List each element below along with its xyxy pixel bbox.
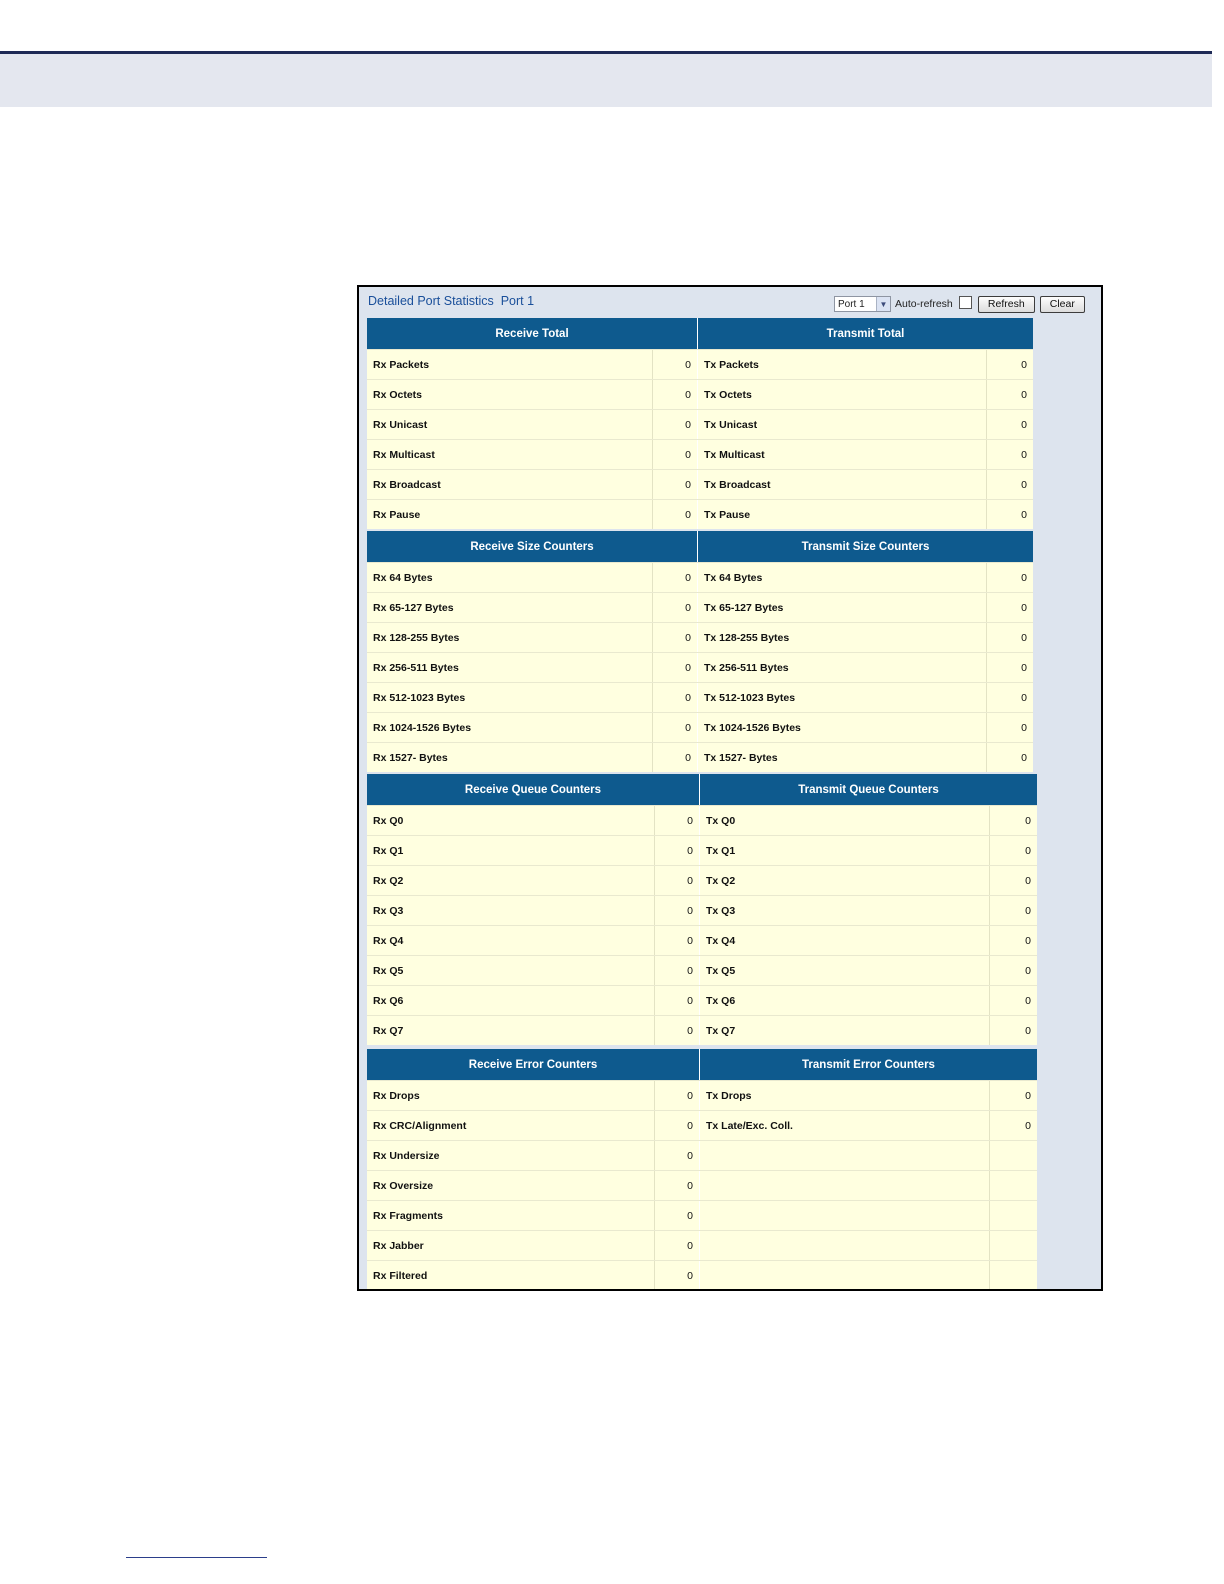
rx-counter-value: 0 [654,1171,699,1200]
rx-counter-label: Rx Q6 [367,986,654,1015]
panel-title: Detailed Port Statistics Port 1 [368,294,535,308]
tx-counter-value [989,1141,1037,1170]
table-row [367,1170,1037,1200]
table-row [367,622,1033,652]
tx-counter-value: 0 [989,1016,1037,1045]
table-row [367,469,1033,499]
tx-counter-value: 0 [986,440,1033,469]
tx-counter-value: 0 [986,563,1033,592]
rx-counter-label: Rx Pause [367,500,652,529]
tx-counter-label: Tx Q5 [699,956,989,985]
rx-counter-value: 0 [654,1201,699,1230]
rx-counter-value: 0 [654,956,699,985]
rx-counter-label: Rx 512-1023 Bytes [367,683,652,712]
table-row [367,409,1033,439]
table-row [367,1015,1037,1045]
tx-counter-value: 0 [989,986,1037,1015]
tx-counter-value: 0 [986,593,1033,622]
section-header [367,531,1033,562]
rx-counter-label: Rx 1527- Bytes [367,743,652,772]
rx-counter-value: 0 [654,986,699,1015]
tx-counter-value: 0 [989,956,1037,985]
tx-counter-value: 0 [986,470,1033,499]
table-row [367,499,1033,529]
tx-counter-label: Tx 256-511 Bytes [697,653,986,682]
rx-counter-label: Rx Q0 [367,806,654,835]
tx-counter-label [699,1171,989,1200]
rx-counter-label: Rx Multicast [367,440,652,469]
tx-counter-value: 0 [989,866,1037,895]
tx-counter-value: 0 [986,380,1033,409]
rx-counter-value: 0 [654,1111,699,1140]
rx-counter-label: Rx Q3 [367,896,654,925]
tx-counter-value: 0 [989,836,1037,865]
rx-counter-label: Rx 64 Bytes [367,563,652,592]
tx-counter-value: 0 [986,713,1033,742]
tx-counter-label: Tx Q2 [699,866,989,895]
rx-counter-label: Rx Undersize [367,1141,654,1170]
rx-counter-value: 0 [654,1141,699,1170]
tx-counter-label: Tx Broadcast [697,470,986,499]
receive-section-title: Receive Total [367,318,697,349]
rx-counter-value: 0 [654,1261,699,1290]
table-row [367,652,1033,682]
tx-counter-value: 0 [986,653,1033,682]
tx-counter-label [699,1261,989,1290]
stats-section [367,1049,1037,1290]
table-row [367,925,1037,955]
tx-counter-label: Tx Q0 [699,806,989,835]
refresh-button[interactable]: Refresh [978,296,1035,313]
tx-counter-value: 0 [989,896,1037,925]
rx-counter-label: Rx 65-127 Bytes [367,593,652,622]
receive-section-title: Receive Size Counters [367,531,697,562]
rx-counter-label: Rx Q4 [367,926,654,955]
stats-section [367,774,1037,1045]
rx-counter-value: 0 [654,926,699,955]
tx-counter-value: 0 [986,410,1033,439]
rx-counter-value: 0 [652,713,697,742]
tx-counter-label [699,1231,989,1260]
table-row [367,865,1037,895]
tx-counter-value: 0 [989,1081,1037,1110]
tx-counter-label: Tx Octets [697,380,986,409]
tx-counter-value [989,1201,1037,1230]
tx-counter-value [989,1261,1037,1290]
rx-counter-value: 0 [652,500,697,529]
table-row [367,1200,1037,1230]
rx-counter-label: Rx Octets [367,380,652,409]
tx-counter-label: Tx Q3 [699,896,989,925]
table-row [367,1230,1037,1260]
rx-counter-value: 0 [652,470,697,499]
table-row [367,835,1037,865]
tx-counter-label: Tx Q1 [699,836,989,865]
tx-counter-label [699,1141,989,1170]
table-row [367,1140,1037,1170]
tx-counter-value: 0 [986,683,1033,712]
auto-refresh-checkbox[interactable] [959,296,972,309]
table-row [367,1110,1037,1140]
rx-counter-label: Rx 128-255 Bytes [367,623,652,652]
tx-counter-label: Tx Late/Exc. Coll. [699,1111,989,1140]
port-select-value: Port 1 [838,298,865,310]
footer-link-underline [126,1557,267,1558]
tx-counter-label: Tx Packets [697,350,986,379]
section-header [367,774,1037,805]
tx-counter-label: Tx 1024-1526 Bytes [697,713,986,742]
rx-counter-value: 0 [652,593,697,622]
receive-section-title: Receive Error Counters [367,1049,699,1080]
stats-section [367,318,1033,529]
rx-counter-value: 0 [654,1016,699,1045]
rx-counter-label: Rx Jabber [367,1231,654,1260]
rx-counter-label: Rx Oversize [367,1171,654,1200]
table-row [367,742,1033,772]
clear-button[interactable]: Clear [1040,296,1085,313]
tx-counter-label: Tx Q7 [699,1016,989,1045]
tx-counter-label: Tx 1527- Bytes [697,743,986,772]
port-select[interactable] [834,296,891,312]
rx-counter-label: Rx Drops [367,1081,654,1110]
rx-counter-value: 0 [652,440,697,469]
tx-counter-label: Tx Q4 [699,926,989,955]
tx-counter-label: Tx Q6 [699,986,989,1015]
rx-counter-value: 0 [652,743,697,772]
rx-counter-label: Rx 256-511 Bytes [367,653,652,682]
transmit-section-title: Transmit Size Counters [697,531,1033,562]
transmit-section-title: Transmit Total [697,318,1033,349]
table-row [367,1260,1037,1290]
tx-counter-value: 0 [989,806,1037,835]
table-row [367,439,1033,469]
table-row [367,592,1033,622]
rx-counter-label: Rx Packets [367,350,652,379]
tx-counter-label: Tx 65-127 Bytes [697,593,986,622]
rx-counter-value: 0 [652,380,697,409]
table-row [367,562,1033,592]
table-row [367,985,1037,1015]
rx-counter-value: 0 [654,1231,699,1260]
table-row [367,955,1037,985]
rx-counter-value: 0 [654,806,699,835]
rx-counter-value: 0 [652,653,697,682]
table-row [367,379,1033,409]
tx-counter-label: Tx Unicast [697,410,986,439]
tx-counter-value: 0 [989,926,1037,955]
chevron-down-icon[interactable]: ▼ [876,297,890,311]
rx-counter-value: 0 [652,410,697,439]
tx-counter-value: 0 [986,623,1033,652]
rx-counter-label: Rx Q2 [367,866,654,895]
rx-counter-value: 0 [652,350,697,379]
rx-counter-label: Rx 1024-1526 Bytes [367,713,652,742]
tx-counter-label: Tx Multicast [697,440,986,469]
rx-counter-label: Rx Broadcast [367,470,652,499]
rx-counter-label: Rx Fragments [367,1201,654,1230]
header-band [0,54,1212,107]
tx-counter-value: 0 [986,500,1033,529]
rx-counter-label: Rx Q5 [367,956,654,985]
rx-counter-value: 0 [652,563,697,592]
tx-counter-value: 0 [986,743,1033,772]
rx-counter-value: 0 [654,1081,699,1110]
tx-counter-value: 0 [989,1111,1037,1140]
rx-counter-label: Rx Filtered [367,1261,654,1290]
transmit-section-title: Transmit Queue Counters [699,774,1037,805]
table-row [367,805,1037,835]
rx-counter-value: 0 [652,623,697,652]
stats-section [367,531,1033,772]
table-row [367,895,1037,925]
table-row [367,712,1033,742]
panel-controls [834,295,1085,313]
tx-counter-label: Tx 128-255 Bytes [697,623,986,652]
auto-refresh-label: Auto-refresh [895,298,953,310]
rx-counter-value: 0 [654,896,699,925]
rx-counter-label: Rx Unicast [367,410,652,439]
tx-counter-value [989,1171,1037,1200]
transmit-section-title: Transmit Error Counters [699,1049,1037,1080]
tx-counter-label [699,1201,989,1230]
rx-counter-label: Rx Q7 [367,1016,654,1045]
rx-counter-label: Rx Q1 [367,836,654,865]
table-row [367,349,1033,379]
rx-counter-label: Rx CRC/Alignment [367,1111,654,1140]
tx-counter-label: Tx Drops [699,1081,989,1110]
table-row [367,1080,1037,1110]
tx-counter-label: Tx Pause [697,500,986,529]
table-row [367,682,1033,712]
port-statistics-panel [357,285,1103,1291]
receive-section-title: Receive Queue Counters [367,774,699,805]
section-header [367,1049,1037,1080]
rx-counter-value: 0 [652,683,697,712]
section-header [367,318,1033,349]
tx-counter-value: 0 [986,350,1033,379]
rx-counter-value: 0 [654,836,699,865]
tx-counter-value [989,1231,1037,1260]
rx-counter-value: 0 [654,866,699,895]
tx-counter-label: Tx 64 Bytes [697,563,986,592]
tx-counter-label: Tx 512-1023 Bytes [697,683,986,712]
